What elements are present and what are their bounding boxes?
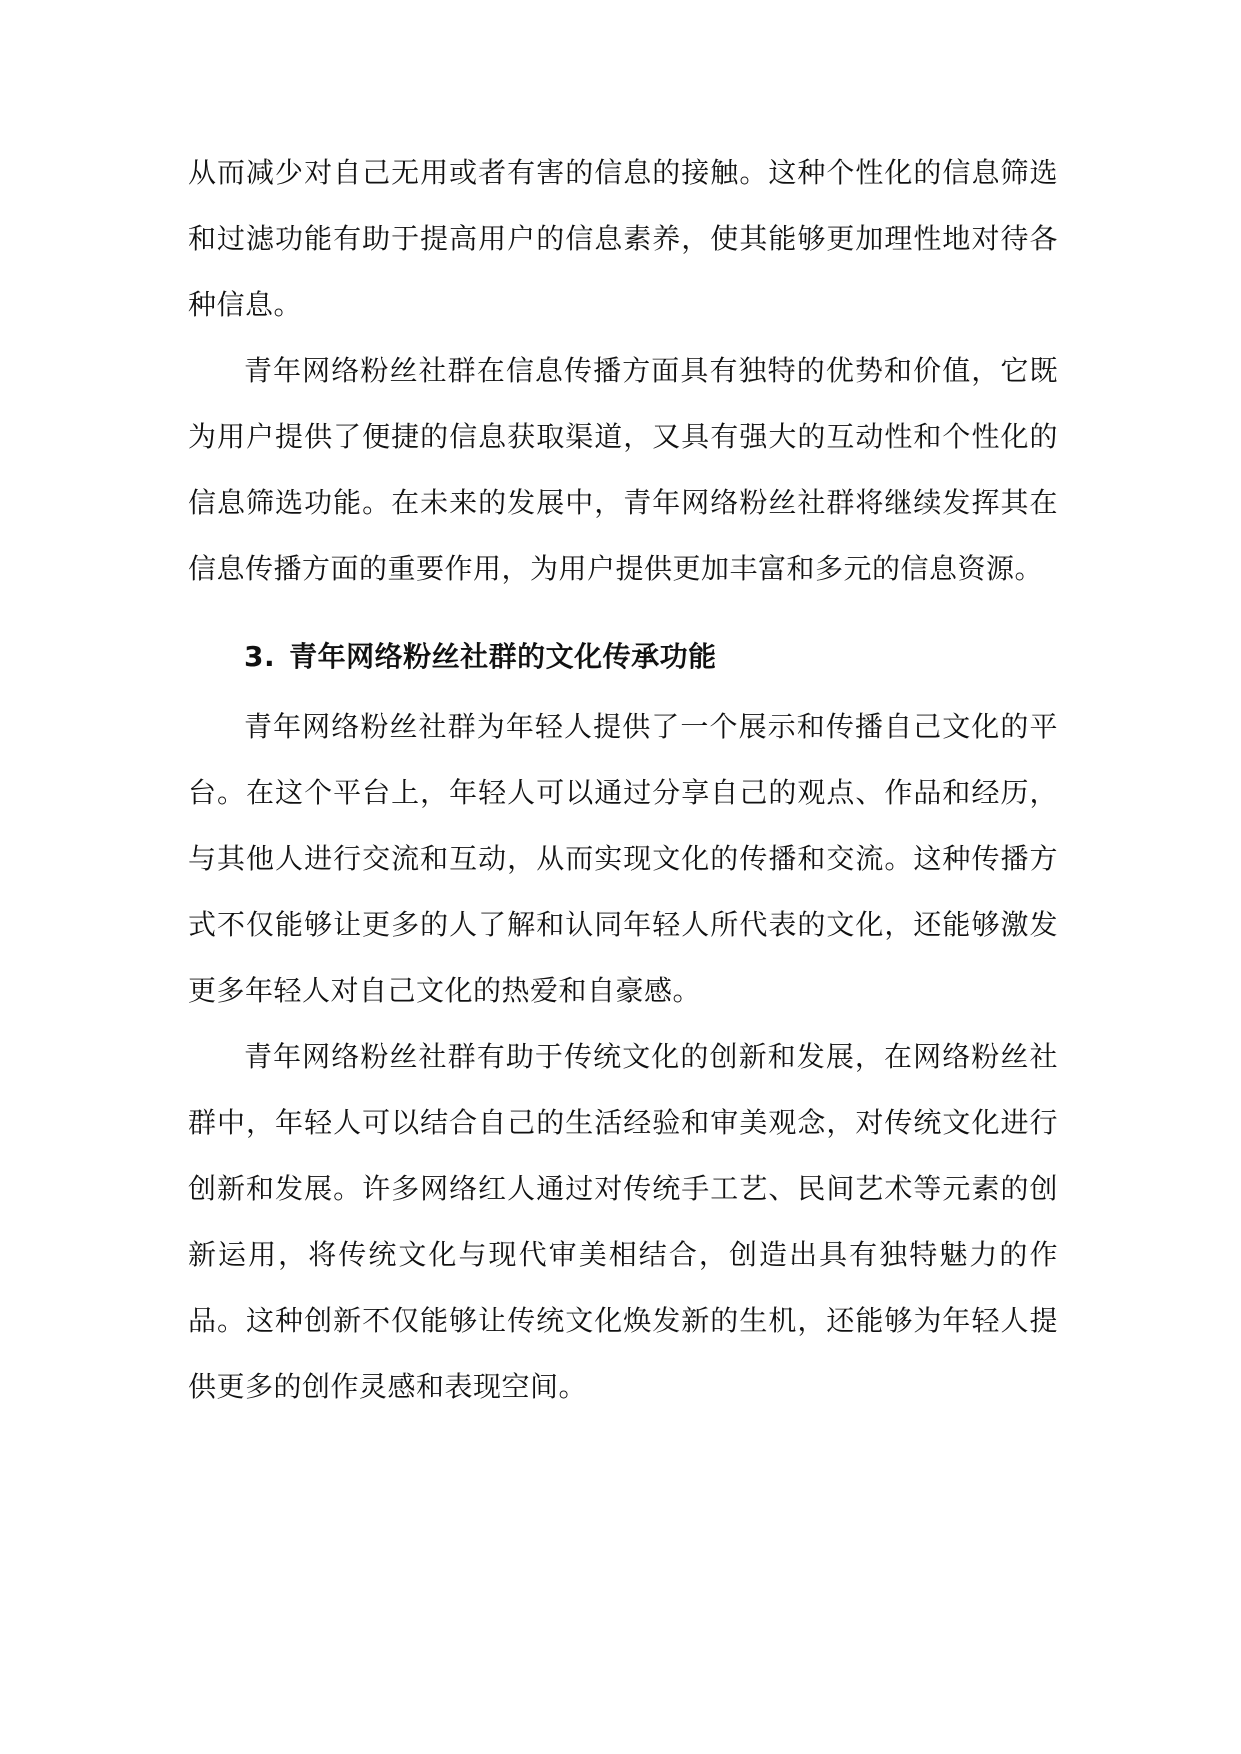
- paragraph-culture-innovation: 青年网络粉丝社群有助于传统文化的创新和发展，在网络粉丝社群中，年轻人可以结合自己的生活经验和审美观念，对传统文化进行创新和发展。许多网络红人通过对传统手工艺、民间艺术等元素的创新运用，将传统文化与现代审美相结合，创造出具有独特魅力的作品。这种创新不仅能够让传统文化焕发新的生机，还能够为年轻人提供更多的创作灵感和表现空间。: [188, 1040, 1058, 1403]
- section-title: 青年网络粉丝社群的文化传承功能: [289, 640, 717, 673]
- section-number: 3.: [244, 640, 276, 673]
- document-body: [188, 140, 1058, 1420]
- section-heading: [188, 624, 1058, 690]
- paragraph-culture-platform: 青年网络粉丝社群为年轻人提供了一个展示和传播自己文化的平台。在这个平台上，年轻人可以通过分享自己的观点、作品和经历，与其他人进行交流和互动，从而实现文化的传播和交流。这种传播方式不仅能够让更多的人了解和认同年轻人所代表的文化，还能够激发更多年轻人对自己文化的热爱和自豪感。: [188, 710, 1058, 1007]
- paragraph-continuation: 从而减少对自己无用或者有害的信息的接触。这种个性化的信息筛选和过滤功能有助于提高用户的信息素养，使其能够更加理性地对待各种信息。: [188, 156, 1058, 321]
- paragraph-info-spread: 青年网络粉丝社群在信息传播方面具有独特的优势和价值，它既为用户提供了便捷的信息获取渠道，又具有强大的互动性和个性化的信息筛选功能。在未来的发展中，青年网络粉丝社群将继续发挥其在信息传播方面的重要作用，为用户提供更加丰富和多元的信息资源。: [188, 354, 1058, 585]
